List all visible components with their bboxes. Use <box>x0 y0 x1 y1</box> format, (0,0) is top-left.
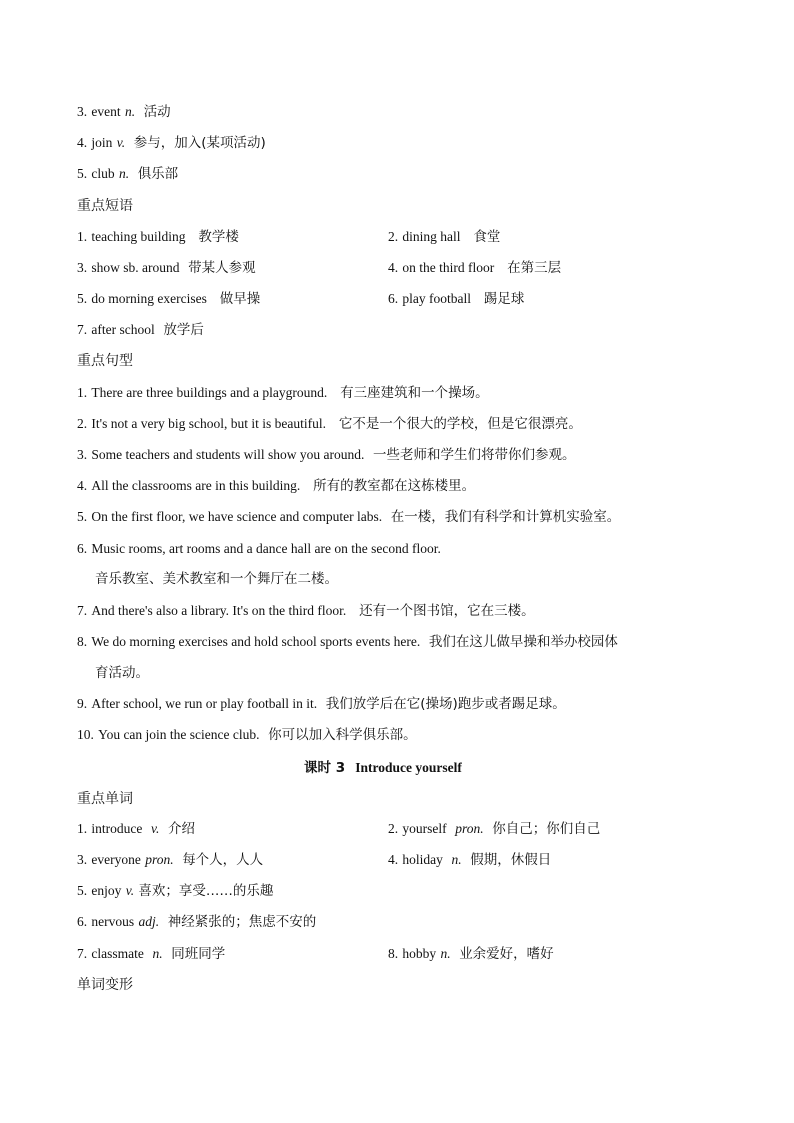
vocab-word: nervous <box>91 914 135 929</box>
part-of-speech: n. <box>152 946 163 961</box>
phrase-chinese: 放学后 <box>163 322 204 338</box>
sentence-chinese: 它不是一个很大的学校，但是它很漂亮。 <box>338 416 582 432</box>
phrase-english: do morning exercises <box>91 291 207 306</box>
phrase-english: teaching building <box>91 229 186 244</box>
section-heading-phrases: 重点短语 <box>77 198 133 214</box>
phrase-item <box>388 228 500 246</box>
sentence-translation <box>95 664 149 682</box>
sentence-item <box>77 508 620 526</box>
sentence-english: It's not a very big school, but it is beautiful. <box>91 416 326 431</box>
part-of-speech: v. <box>151 821 160 836</box>
part-of-speech: pron. <box>145 852 174 867</box>
item-number: 6. <box>77 914 88 929</box>
phrase-english: after school <box>91 322 155 337</box>
vocab-item <box>388 945 554 963</box>
sentence-item <box>77 633 618 651</box>
phrase-item <box>77 259 256 277</box>
vocab-meaning: 同班同学 <box>171 946 226 962</box>
vocab-meaning: 介绍 <box>167 821 195 837</box>
item-number: 4. <box>77 478 88 493</box>
item-number: 1. <box>77 385 88 400</box>
part-of-speech: pron. <box>455 821 484 836</box>
sentence-english: Some teachers and students will show you around. <box>91 447 365 462</box>
vocab-item <box>77 851 263 869</box>
item-number: 2. <box>77 416 88 431</box>
phrase-item <box>77 321 204 339</box>
vocab-word: introduce <box>91 821 143 836</box>
phrase-english: play football <box>402 291 472 306</box>
vocab-meaning: 神经紧张的；焦虑不安的 <box>167 914 317 930</box>
part-of-speech: v. <box>125 883 135 898</box>
item-number: 3. <box>77 852 88 867</box>
part-of-speech: n. <box>440 946 451 961</box>
item-number: 10. <box>77 727 94 742</box>
item-number: 1. <box>77 229 88 244</box>
vocab-item <box>77 820 195 838</box>
sentence-item <box>77 415 582 433</box>
section-heading-words: 重点单词 <box>77 791 133 807</box>
vocab-item <box>77 882 273 900</box>
vocab-word: classmate <box>91 946 144 961</box>
sentence-english: There are three buildings and a playground. <box>91 385 328 400</box>
phrase-item <box>77 290 260 308</box>
vocab-item <box>77 945 225 963</box>
phrase-chinese: 在第三层 <box>507 260 562 276</box>
item-number: 5. <box>77 883 88 898</box>
phrase-english: on the third floor <box>402 260 495 275</box>
sentence-item <box>77 477 475 495</box>
phrase-chinese: 踢足球 <box>483 291 525 307</box>
vocab-word: hobby <box>402 946 437 961</box>
phrase-english: dining hall <box>402 229 461 244</box>
phrase-chinese: 带某人参观 <box>188 260 256 276</box>
phrase-english: show sb. around <box>91 260 180 275</box>
item-number: 5. <box>77 291 88 306</box>
item-number: 3. <box>77 260 88 275</box>
item-number: 2. <box>388 821 399 836</box>
sentence-item <box>77 446 575 464</box>
vocab-meaning: 俱乐部 <box>137 166 179 182</box>
sentence-chinese: 音乐教室、美术教室和一个舞厅在二楼。 <box>95 571 338 587</box>
phrase-chinese: 食堂 <box>473 229 501 245</box>
vocab-word: join <box>91 135 113 150</box>
vocab-meaning: 活动 <box>143 104 171 120</box>
vocab-meaning: 你自己；你们自己 <box>492 821 601 837</box>
vocab-word: club <box>91 166 115 181</box>
vocab-meaning: 业余爱好，嗜好 <box>459 946 554 962</box>
sentence-english: On the first floor, we have science and computer labs. <box>91 509 383 524</box>
sentence-chinese: 我们在这儿做早操和举办校园体 <box>428 634 618 650</box>
item-number: 4. <box>77 135 88 150</box>
sentence-item <box>77 384 489 402</box>
sentence-item <box>77 540 441 558</box>
lesson-number: 课时 3 <box>304 760 346 776</box>
sentence-item <box>77 726 417 744</box>
sentence-chinese: 你可以加入科学俱乐部。 <box>268 727 417 743</box>
item-number: 3. <box>77 447 88 462</box>
phrase-item <box>77 228 239 246</box>
lesson-title <box>304 759 462 777</box>
sentence-english: Music rooms, art rooms and a dance hall are on the second floor. <box>91 541 441 556</box>
sentence-chinese: 所有的教室都在这栋楼里。 <box>313 478 476 494</box>
vocab-word: holiday <box>402 852 443 867</box>
part-of-speech: n. <box>124 104 136 119</box>
section-heading-sentences: 重点句型 <box>77 353 133 369</box>
phrase-chinese: 教学楼 <box>198 229 239 245</box>
sentence-chinese: 在一楼，我们有科学和计算机实验室。 <box>390 509 621 525</box>
sentence-english: You can join the science club. <box>98 727 260 742</box>
vocab-meaning: 喜欢；享受……的乐趣 <box>138 883 274 899</box>
item-number: 1. <box>77 821 88 836</box>
phrase-item <box>388 259 561 277</box>
vocab-meaning: 每个人，人人 <box>182 852 264 868</box>
phrase-chinese: 做早操 <box>219 291 261 307</box>
item-number: 8. <box>77 634 88 649</box>
sentence-english: And there's also a library. It's on the third floor. <box>91 603 347 618</box>
vocab-word: yourself <box>402 821 447 836</box>
vocab-item <box>388 851 551 869</box>
vocab-word: enjoy <box>91 883 122 898</box>
sentence-english: All the classrooms are in this building. <box>91 478 301 493</box>
vocab-word: everyone <box>91 852 141 867</box>
item-number: 9. <box>77 696 88 711</box>
vocab-item <box>77 134 266 152</box>
item-number: 7. <box>77 603 88 618</box>
item-number: 4. <box>388 852 399 867</box>
item-number: 4. <box>388 260 399 275</box>
item-number: 7. <box>77 946 88 961</box>
item-number: 7. <box>77 322 88 337</box>
sentence-item <box>77 695 566 713</box>
part-of-speech: n. <box>118 166 130 181</box>
sentence-chinese-continued: 育活动。 <box>95 665 149 681</box>
vocab-meaning: 假期，休假日 <box>470 852 552 868</box>
vocab-item <box>77 165 178 183</box>
phrase-item <box>388 290 524 308</box>
sentence-chinese: 一些老师和学生们将带你们参观。 <box>372 447 576 463</box>
item-number: 2. <box>388 229 399 244</box>
lesson-name: Introduce yourself <box>355 760 462 775</box>
sentence-chinese: 还有一个图书馆，它在三楼。 <box>359 603 535 619</box>
item-number: 5. <box>77 166 88 181</box>
sentence-chinese: 我们放学后在它(操场)跑步或者踢足球。 <box>325 696 566 712</box>
vocab-word: event <box>91 104 121 119</box>
sentence-chinese: 有三座建筑和一个操场。 <box>340 385 489 401</box>
item-number: 6. <box>77 541 88 556</box>
item-number: 5. <box>77 509 88 524</box>
sentence-translation <box>95 570 338 588</box>
part-of-speech: adj. <box>138 914 160 929</box>
vocab-item <box>77 913 316 931</box>
vocab-meaning: 参与，加入(某项活动) <box>133 135 266 151</box>
vocab-item <box>388 820 600 838</box>
sentence-english: After school, we run or play football in it. <box>91 696 318 711</box>
sentence-item <box>77 602 535 620</box>
item-number: 6. <box>388 291 399 306</box>
vocab-item <box>77 103 171 121</box>
section-heading-variants: 单词变形 <box>77 977 133 993</box>
sentence-english: We do morning exercises and hold school sports events here. <box>91 634 421 649</box>
part-of-speech: n. <box>451 852 462 867</box>
part-of-speech: v. <box>116 135 126 150</box>
item-number: 3. <box>77 104 88 119</box>
item-number: 8. <box>388 946 399 961</box>
